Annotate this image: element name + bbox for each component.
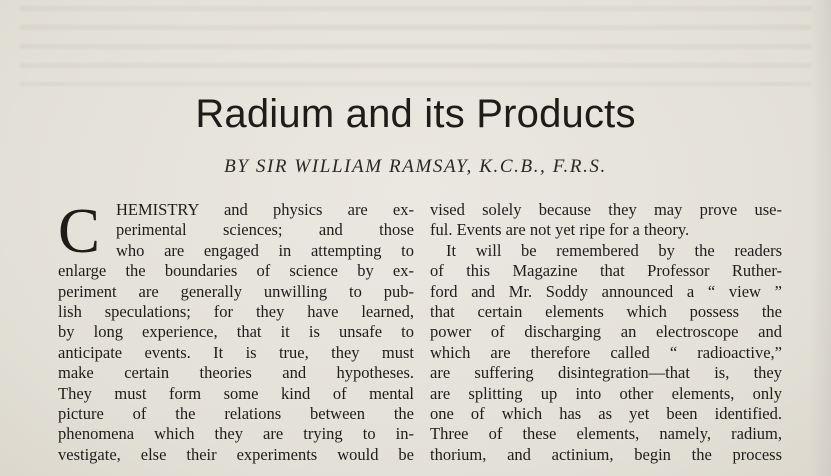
text-line: thorium, and actinium, begin the process (430, 444, 782, 464)
text-line: that certain elements which possess the (430, 301, 782, 321)
text-line: HEMISTRY and physics are ex- (116, 200, 414, 219)
text-line: are suffering disintegration—that is, they (430, 363, 782, 383)
text-line: lish speculations; for they have learned, (58, 301, 414, 321)
text-line: perimental sciences; and those (116, 220, 414, 240)
text-line: by long experience, that it is unsafe to (58, 322, 414, 342)
show-through-text (20, 6, 811, 86)
left-column (58, 196, 414, 465)
text-line: ful. Events are not yet ripe for a theory. (430, 220, 690, 240)
text-line: vised solely because they may prove use- (430, 200, 782, 219)
text-line: power of discharging an electroscope and (430, 322, 782, 342)
drop-cap: C (58, 196, 101, 266)
text-line: anticipate events. It is true, they must (58, 342, 414, 362)
article-title: Radium and its Products (195, 92, 636, 136)
text-line: one of which has as yet been identified. (430, 403, 782, 423)
text-line: which are therefore called “ radioactive,” (430, 342, 782, 362)
text-line: are splitting up into other elements, only (430, 383, 782, 403)
text-line: phenomena which they are trying to in- (58, 424, 414, 444)
right-column (430, 200, 782, 465)
page-edge-shadow (809, 0, 831, 476)
text-line: periment are generally unwilling to pub- (58, 281, 414, 301)
text-line: It will be remembered by the readers (446, 240, 782, 260)
text-line: Three of these elements, namely, radium, (430, 424, 782, 444)
text-line: vestigate, else their experiments would be (58, 444, 414, 464)
text-line: who are engaged in attempting to (116, 240, 414, 260)
text-line: enlarge the boundaries of science by ex- (58, 261, 414, 281)
text-line: ford and Mr. Soddy announced a “ view ” (430, 281, 782, 301)
text-line: picture of the relations between the (58, 403, 414, 423)
article-byline: BY SIR WILLIAM RAMSAY, K.C.B., F.R.S. (224, 156, 607, 177)
text-line: make certain theories and hypotheses. (58, 363, 414, 383)
text-line: They must form some kind of mental (58, 383, 414, 403)
text-line: of this Magazine that Professor Ruther- (430, 261, 782, 281)
